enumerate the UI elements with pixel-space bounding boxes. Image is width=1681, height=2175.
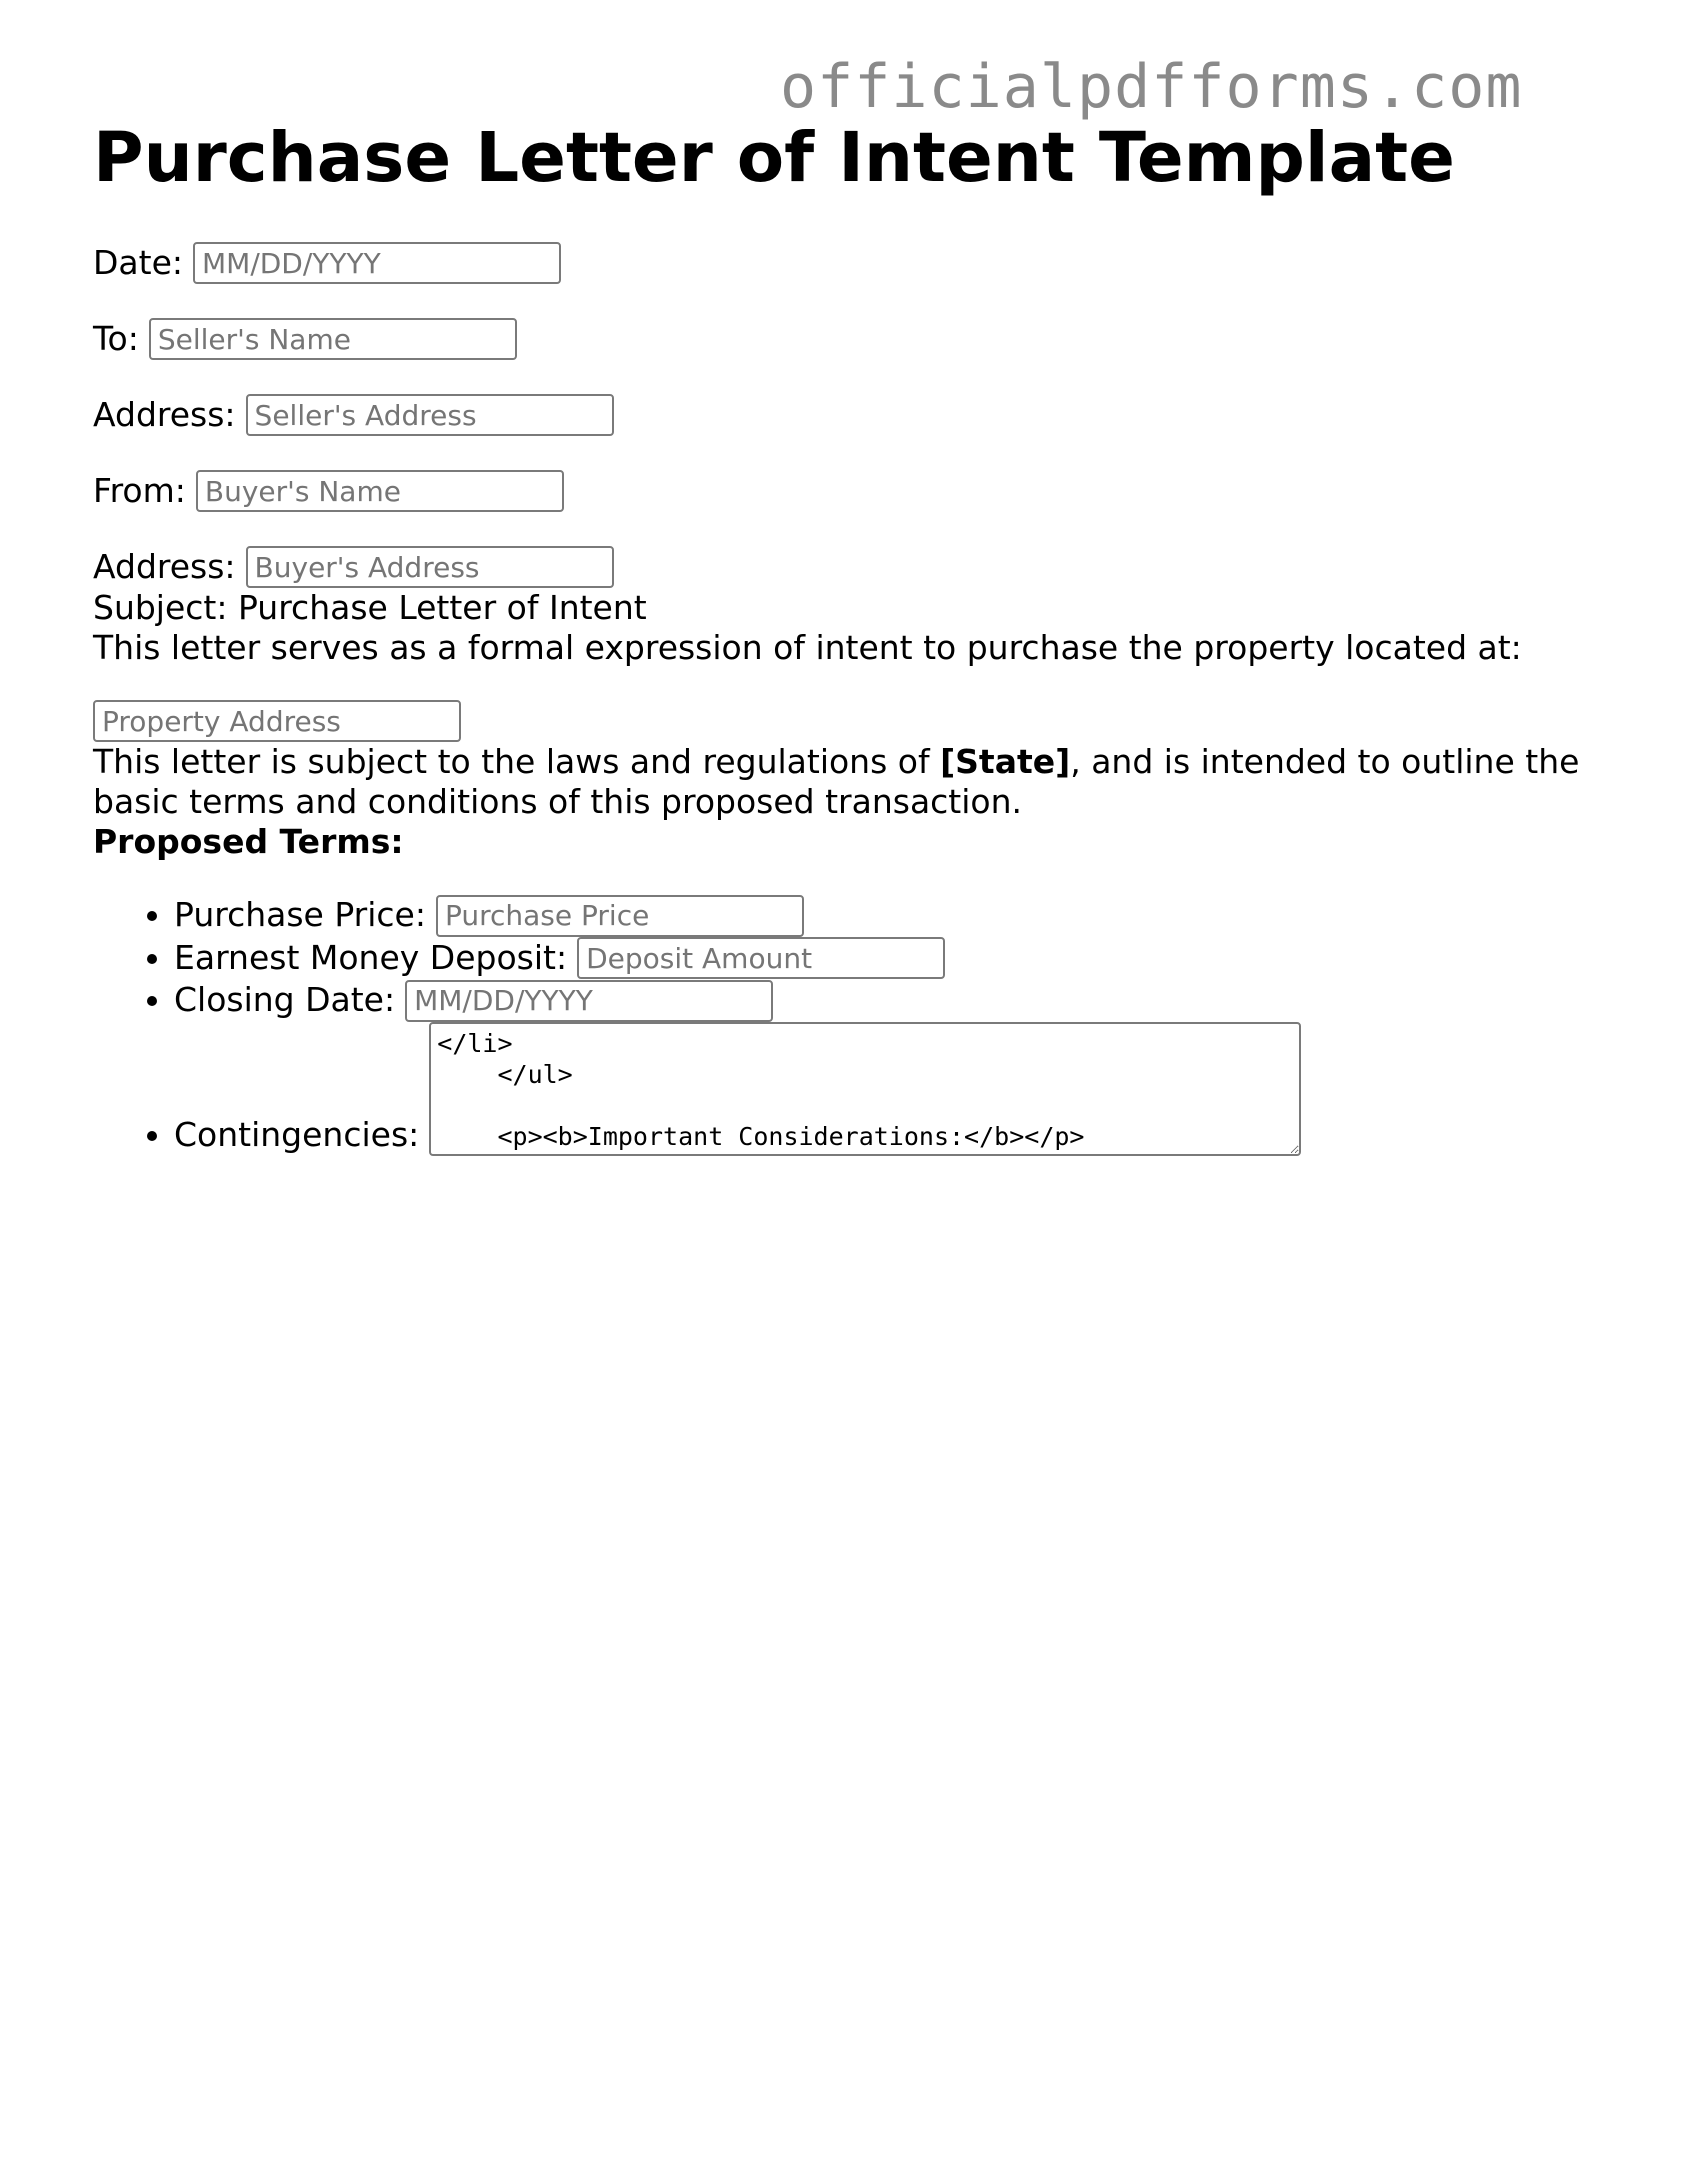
contingencies-label: Contingencies: [174,1114,420,1154]
buyer-address-row [93,546,1613,588]
from-label: From: [93,471,186,510]
property-address-row [93,700,1613,742]
purchase-price-input[interactable] [436,895,804,937]
seller-name-input[interactable] [149,318,517,360]
state-placeholder: [State] [940,742,1071,781]
proposed-terms-list [93,894,1613,1156]
deposit-amount-input[interactable] [577,937,945,979]
contingencies-textarea[interactable] [429,1022,1301,1156]
property-address-input[interactable] [93,700,461,742]
list-item-closing-date [174,979,1613,1022]
proposed-terms-heading: Proposed Terms: [93,822,404,861]
laws-text-before: This letter is subject to the laws and regulations of [93,742,941,781]
list-item-contingencies [174,1022,1613,1156]
buyer-address-label: Address: [93,547,236,586]
seller-address-input[interactable] [246,394,614,436]
earnest-deposit-label: Earnest Money Deposit: [174,937,568,977]
page-title: Purchase Letter of Intent Template [93,118,1455,198]
from-row [93,470,1613,512]
buyer-address-input[interactable] [246,546,614,588]
letter-form [93,118,1613,1156]
watermark: officialpdfforms.com [780,52,1523,122]
date-input[interactable] [193,242,561,284]
laws-paragraph [93,742,1613,822]
to-label: To: [93,319,139,358]
to-row [93,318,1613,360]
closing-date-input[interactable] [405,980,773,1022]
seller-address-row [93,394,1613,436]
laws-text-after: , and is intended to outline the basic terms and conditions of this proposed transaction. [93,742,1580,821]
buyer-name-input[interactable] [196,470,564,512]
intro-paragraph: This letter serves as a formal expression of intent to purchase the property located at: [93,628,1522,667]
closing-date-label: Closing Date: [174,980,396,1019]
purchase-price-label: Purchase Price: [174,895,426,934]
list-item-purchase-price [174,894,1613,937]
list-item-earnest-deposit [174,937,1613,980]
date-label: Date: [93,243,183,282]
date-row [93,242,1613,284]
seller-address-label: Address: [93,395,236,434]
subject-line: Subject: Purchase Letter of Intent [93,588,647,627]
